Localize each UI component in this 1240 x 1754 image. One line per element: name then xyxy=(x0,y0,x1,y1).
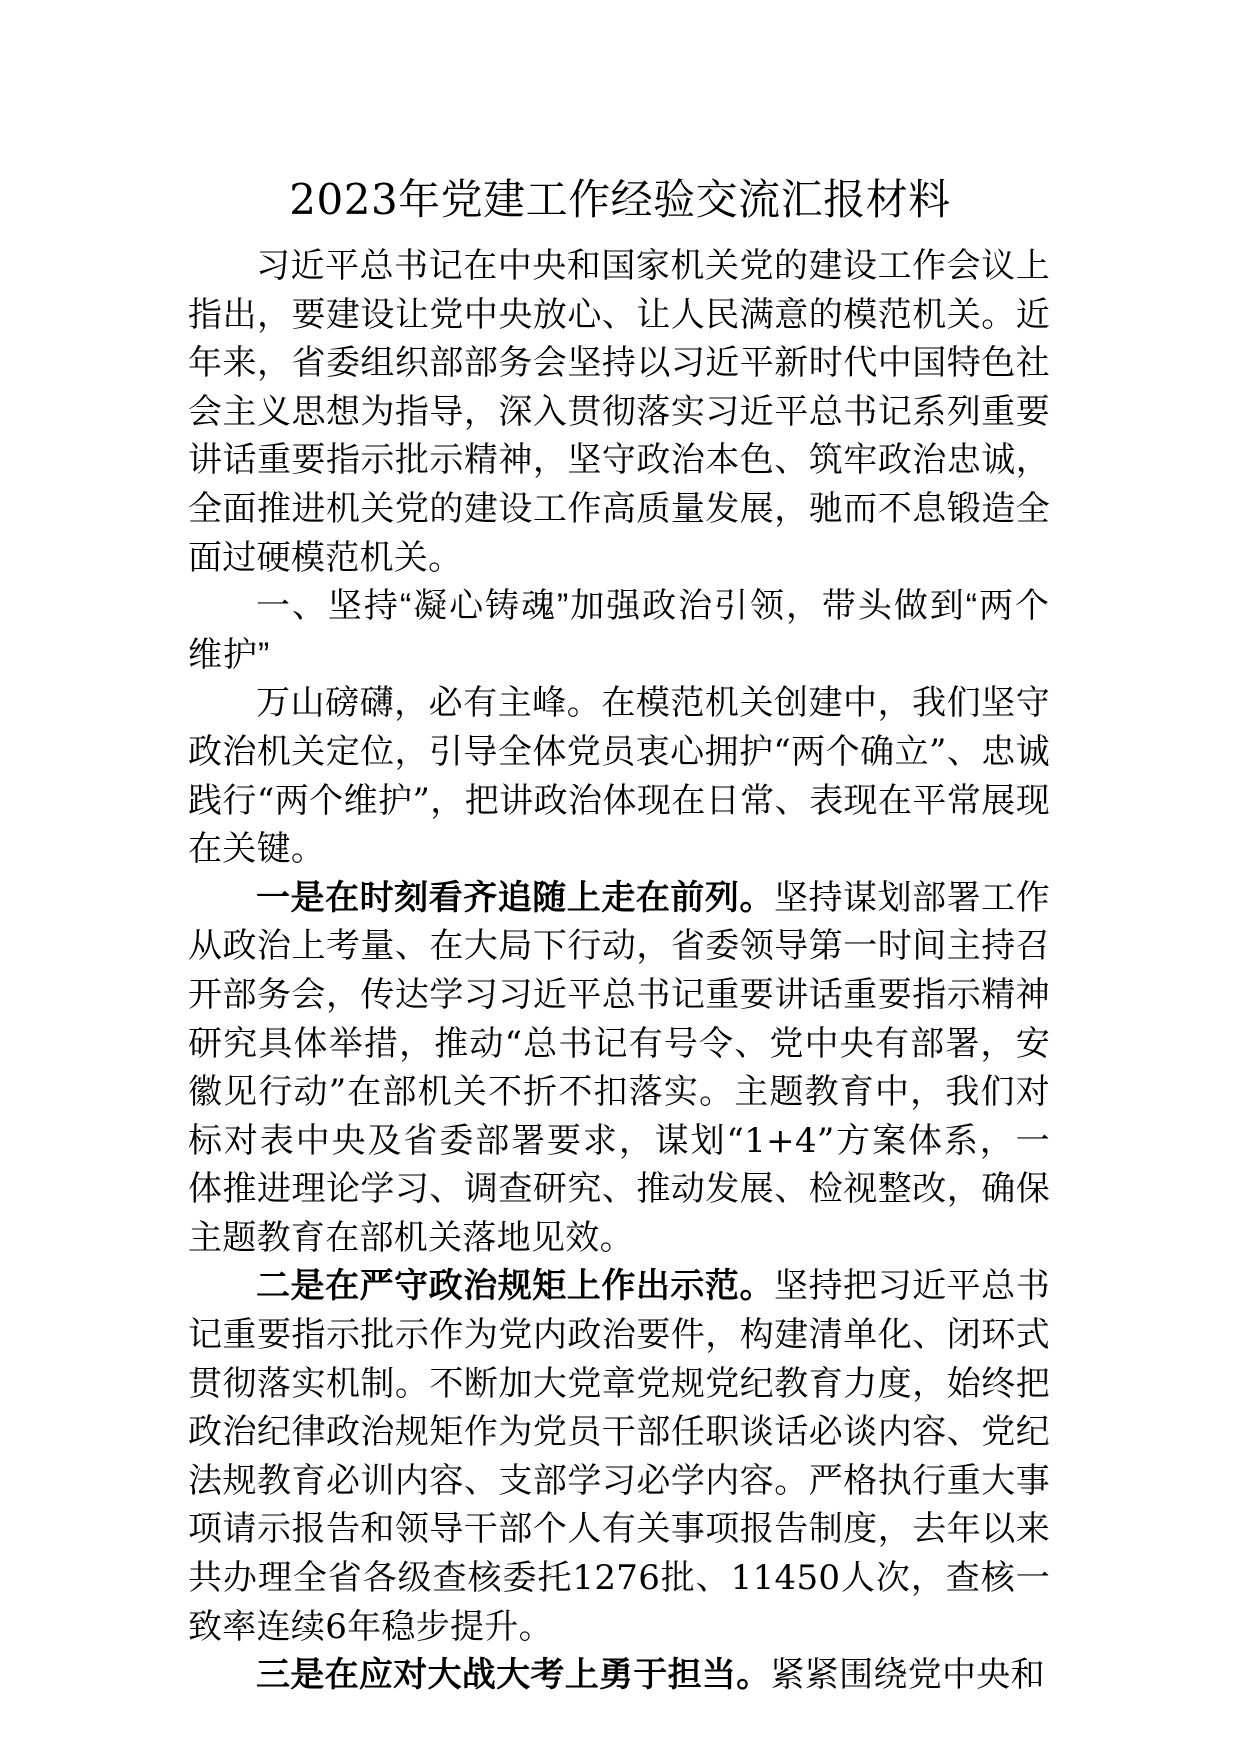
section-heading xyxy=(188,582,1050,679)
section-heading-text: 一、坚持“凝心铸魂”加强政治引领，带头做到“两个维护” xyxy=(188,587,1050,674)
point-one-text: 坚持谋划部署工作从政治上考量、在大局下行动，省委领导第一时间主持召开部务会，传达学习习近平总书记重要讲话重要指示精神研究具体举措，推动“总书记有号令、党中央有部署，安徽见行动”在部机关不折不扣落实。主题教育中，我们对标对表中央及省委部署要求，谋划“1+4”方案体系，一体推进理论学习、调查研究、推动发展、检视整改，确保主题教育在部机关落地见效。 xyxy=(188,877,1051,1258)
point-three-text: 紧紧围绕党中央和 xyxy=(770,1655,1045,1696)
intro-paragraph xyxy=(188,242,1050,582)
point-two-lead: 二是在严守政治规矩上作出示范。 xyxy=(256,1266,774,1307)
point-two-paragraph xyxy=(188,1262,1050,1651)
section-intro-paragraph xyxy=(188,679,1050,873)
point-two-text: 坚持把习近平总书记重要指示批示作为党内政治要件，构建清单化、闭环式贯彻落实机制。不断加大党章党规党纪教育力度，始终把政治纪律政治规矩作为党员干部任职谈话必谈内容、党纪法规教育必训内容、支部学习必学内容。严格执行重大事项请示报告和领导干部个人有关事项报告制度，去年以来共办理全省各级查核委托1276批、11450人次，查核一致率连续6年稳步提升。 xyxy=(188,1266,1051,1647)
document-title: 2023年党建工作经验交流汇报材料 xyxy=(289,175,951,224)
document-body xyxy=(188,242,1050,1700)
point-one-lead: 一是在时刻看齐追随上走在前列。 xyxy=(256,877,774,918)
point-three-lead: 三是在应对大战大考上勇于担当。 xyxy=(256,1655,771,1696)
point-one-paragraph xyxy=(188,874,1050,1263)
point-three-paragraph xyxy=(188,1651,1050,1700)
section-intro-text: 万山磅礴，必有主峰。在模范机关创建中，我们坚守政治机关定位，引导全体党员衷心拥护“两个确立”、忠诚践行“两个维护”，把讲政治体现在日常、表现在平常展现在关键。 xyxy=(188,683,1050,870)
intro-paragraph-text: 习近平总书记在中央和国家机关党的建设工作会议上指出，要建设让党中央放心、让人民满意的模范机关。近年来，省委组织部部务会坚持以习近平新时代中国特色社会主义思想为指导，深入贯彻落实习近平总书记系列重要讲话重要指示批示精神，坚守政治本色、筑牢政治忠诚，全面推进机关党的建设工作高质量发展，驰而不息锻造全面过硬模范机关。 xyxy=(188,246,1050,578)
